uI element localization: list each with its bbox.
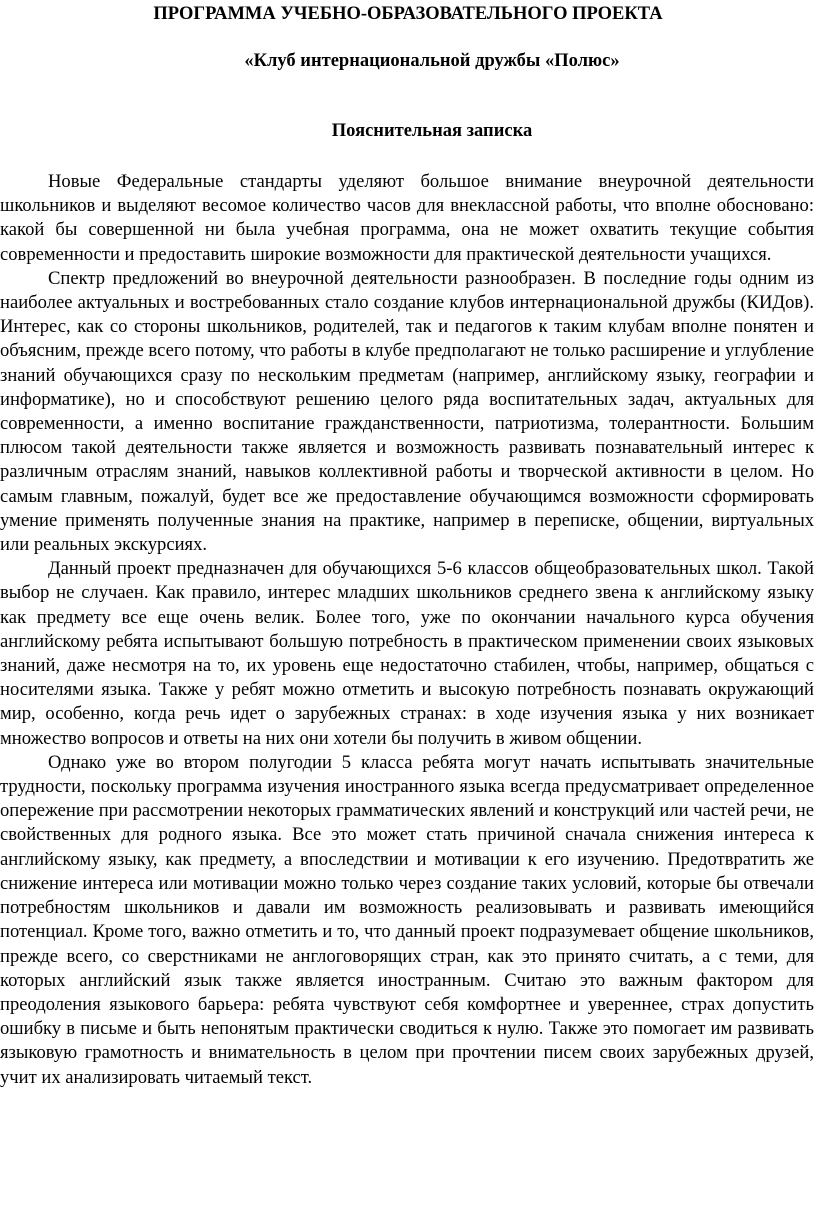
document-title: ПРОГРАММА УЧЕБНО-ОБРАЗОВАТЕЛЬНОГО ПРОЕКТА bbox=[153, 4, 663, 24]
paragraph-1: Новые Федеральные стандарты уделяют большое внимание внеурочной деятельности школьников и выделяют весомое количество часов для внеклассной работы, что вполне обосновано: какой бы совершенной ни была учебная программа, она не может охватить текущие события современности и предоставить широкие возможности для практической деятельности учащихся. bbox=[0, 171, 814, 265]
section-heading: Пояснительная записка bbox=[331, 121, 533, 141]
body-text bbox=[0, 170, 814, 1090]
paragraph-2: Спектр предложений во внеурочной деятельности разнообразен. В последние годы одним из наиболее актуальных и востребованных стало создание клубов интернациональной дружбы (КИДов). Интерес, как со стороны школьников, родителей, так и педагогов к таким клубам вполне понятен и объясним, прежде всего потому, что работы в клубе предполагают не только расширение и углубление знаний обучающихся сразу по нескольким предметам (например, английскому языку, географии и информатике), но и способствуют решению целого ряда воспитательных задач, актуальных для современности, а именно воспитание гражданственности, патриотизма, толерантности. Большим плюсом такой деятельности также является и возможность развивать познавательный интерес к различным отраслям знаний, навыков коллективной работы и творческой активности в целом. Но самым главным, пожалуй, будет все же предоставление обучающимся возможности сформировать умение применять полученные знания на практике, например в переписке, общении, виртуальных или реальных экскурсиях. bbox=[0, 267, 814, 556]
paragraph-4: Однако уже во втором полугодии 5 класса ребята могут начать испытывать значительные трудности, поскольку программа изучения иностранного языка всегда предусматривает определенное опережение при рассмотрении некоторых грамматических явлений и конструкций или частей речи, не свойственных для родного языка. Все это может стать причиной сначала снижения интереса к английскому языку, как предмету, а впоследствии и мотивации к его изучению. Предотвратить же снижение интереса или мотивации можно только через создание таких условий, которые бы отвечали потребностям школьников и давали им возможность реализовывать и развивать имеющийся потенциал. Кроме того, важно отметить и то, что данный проект подразумевает общение школьников, прежде всего, со сверстниками не англоговорящих стран, как это принято считать, а с теми, для которых английский язык также является иностранным. Считаю это важным фактором для преодоления языкового барьера: ребята чувствуют себя комфортнее и увереннее, страх допустить ошибку в письме и быть непонятым практически сводиться к нулю. Также это помогает им развивать языковую грамотность и внимательность в целом при прочтении писем своих зарубежных друзей, учит их анализировать читаемый текст. bbox=[0, 751, 814, 1088]
paragraph-3: Данный проект предназначен для обучающихся 5-6 классов общеобразовательных школ. Такой выбор не случаен. Как правило, интерес младших школьников среднего звена к английскому языку как предмету все еще очень велик. Более того, уже по окончании начального курса обучения английскому ребята испытывают большую потребность в практическом применении своих языковых знаний, даже несмотря на то, их уровень еще недостаточно стабилен, чтобы, например, общаться с носителями языка. Также у ребят можно отметить и высокую потребность познавать окружающий мир, особенно, когда речь идет о зарубежных странах: в ходе изучения языка у них возникает множество вопросов и ответы на них они хотели бы получить в живом общении. bbox=[0, 558, 814, 749]
project-subtitle: «Клуб интернациональной дружбы «Полюс» bbox=[244, 51, 620, 71]
